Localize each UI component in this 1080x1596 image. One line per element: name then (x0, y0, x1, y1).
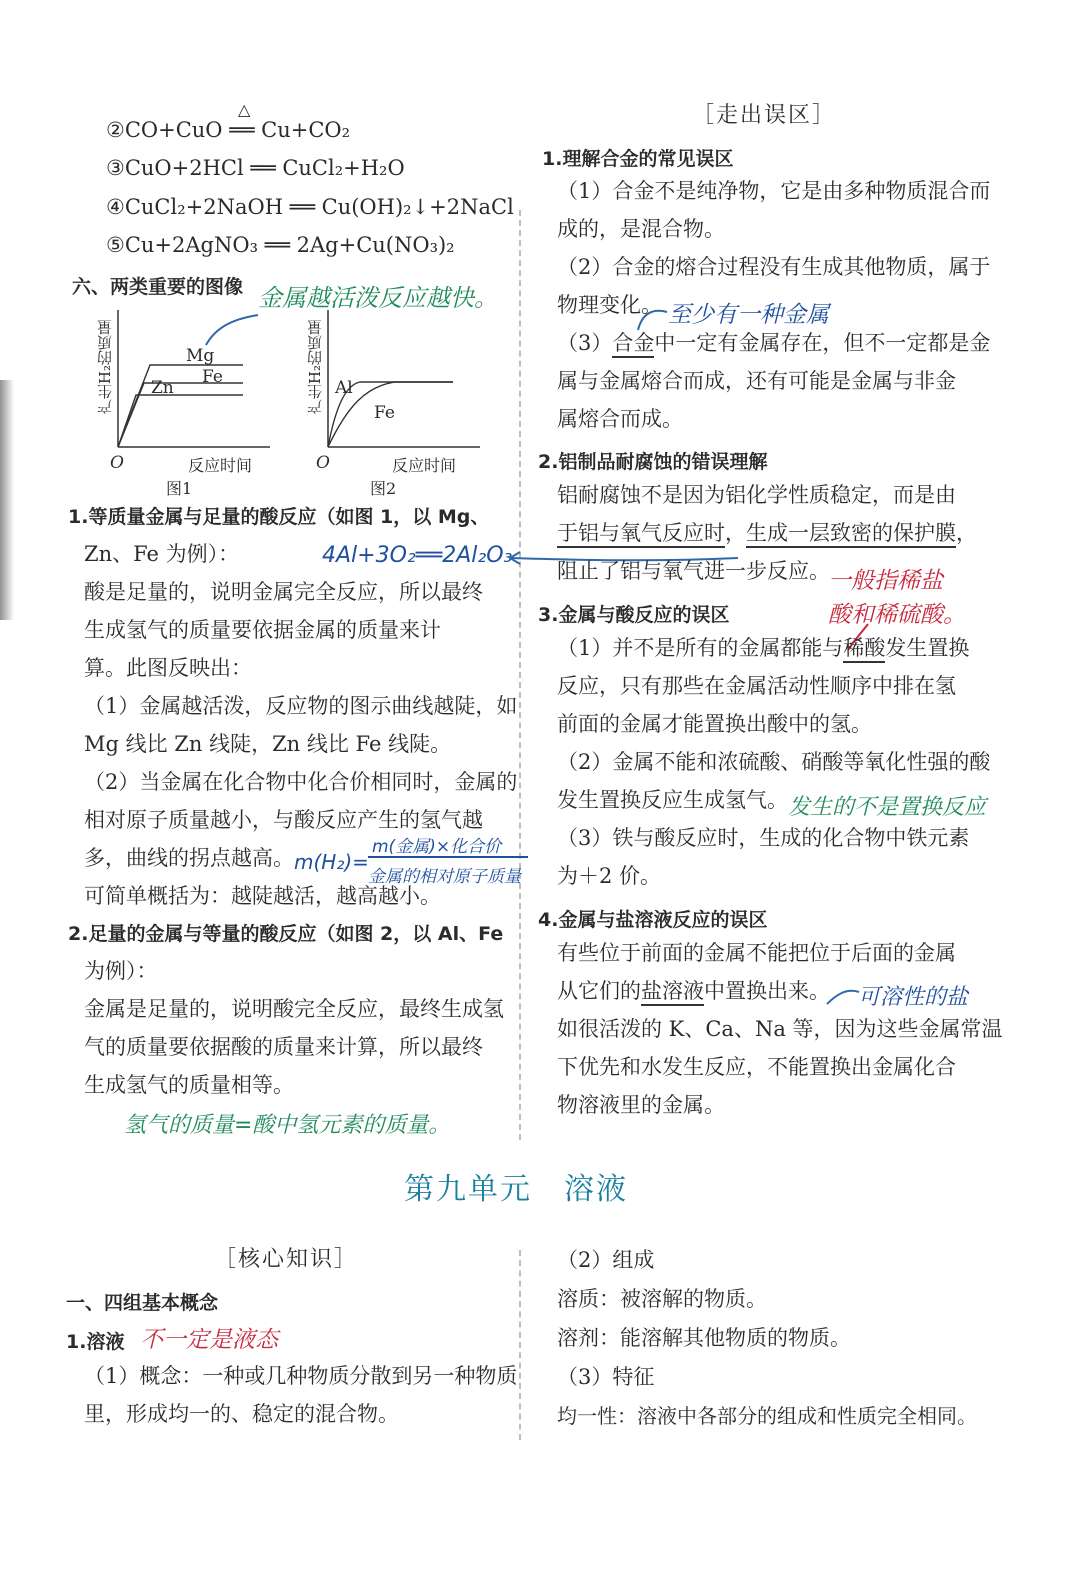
r-s4-line2-rest: 中置换出来。 (704, 979, 830, 1003)
r-s2-ul2: 生成一层致密的保护膜 (746, 521, 956, 548)
br-line-1: （2）组成 (557, 1248, 655, 1272)
note-formula-numerator: m(金属)×化合价 (372, 837, 502, 857)
r-s1-p3-alloy: 合金 (612, 331, 654, 358)
r-s3-p3-line2: 为＋2 价。 (557, 864, 662, 888)
r-s1-p3-rest: 中一定有金属存在，但不一定都是金 (654, 331, 991, 355)
item-1-p1-line1: 酸是足量的，说明金属完全反应，所以最终 (84, 580, 483, 604)
r-s2-line3: 阻止了铝与氧气进一步反应。 (557, 559, 830, 583)
r-s4-line2-prefix: 从它们的 (557, 979, 641, 1003)
note-formula-denominator: 金属的相对原子质量 (368, 867, 521, 887)
r-s4-line3: 如很活泼的 K、Ca、Na 等，因为这些金属常温 (557, 1017, 1003, 1041)
note-soluble-salt: 可溶性的盐 (858, 985, 969, 1010)
item-2-title: 2.足量的金属与等量的酸反应（如图 2，以 Al、Fe (68, 923, 504, 945)
fig1-ylabel: 产生H₂的质量 (96, 320, 114, 415)
r-s1-p1-line2: 成的，是混合物。 (557, 217, 725, 241)
fig1-label-zn: Zn (151, 378, 174, 398)
r-s3-p1-line1 (557, 638, 969, 659)
heat-symbol: △ (238, 100, 251, 119)
misconception-title: ［走出误区］ (692, 103, 837, 128)
note-h2-mass: 氢气的质量=酸中氢元素的质量。 (124, 1113, 451, 1138)
equation-3: ③CuO+2HCl ══ CuCl₂+H₂O (106, 156, 405, 180)
note-dilute-acid-2: 酸和稀硫酸。 (828, 602, 966, 628)
note-not-necessarily-liquid: 不一定是液态 (140, 1327, 278, 1353)
note-at-least-one-metal: 至少有一种金属 (668, 302, 829, 328)
fig1-caption: 图1 (166, 479, 193, 498)
equation-2: ②CO+CuO ══ Cu+CO₂ (106, 118, 351, 142)
r-s3-p1-line2: 反应，只有那些在金属活动性顺序中排在氢 (557, 674, 956, 698)
note-formula-bar (368, 856, 528, 858)
r-s3-p3-line1: （3）铁与酸反应时，生成的化合物中铁元素 (557, 826, 970, 850)
br-line-3: 溶剂：能溶解其他物质的物质。 (557, 1326, 851, 1350)
item-1-title-line2: Zn、Fe 为例）： (84, 542, 240, 566)
r-s1-p3-line2: 属与金属熔合而成，还有可能是金属与非金 (557, 369, 956, 393)
bl-p1-line2: 里，形成均一的、稳定的混合物。 (84, 1402, 399, 1426)
r-s4-line2 (557, 981, 830, 1002)
r-s4-line1: 有些位于前面的金属不能把位于后面的金属 (557, 941, 956, 965)
note-dilute-acid-1: 一般指稀盐 (828, 568, 943, 594)
r-s4-line5: 物溶液里的金属。 (557, 1093, 725, 1117)
note-formula-lhs: m(H₂)= (294, 850, 369, 874)
bl-p1-line1: （1）概念：一种或几种物质分散到另一种物质 (84, 1364, 518, 1388)
br-line-2: 溶质：被溶解的物质。 (557, 1287, 767, 1311)
fig2-ylabel: 产生H₂的质量 (306, 320, 324, 415)
item-1-p3-line3: 多，曲线的拐点越高。 (84, 846, 294, 870)
core-knowledge-title: ［核心知识］ (214, 1247, 359, 1272)
item-2-title-line2: 为例）： (84, 959, 158, 983)
r-s3-p2-line1: （2）金属不能和浓硫酸、硝酸等氧化性强的酸 (557, 750, 991, 774)
r-s1-p1-line1: （1）合金不是纯净物，它是由多种物质混合而 (557, 179, 991, 203)
br-line-5: 均一性：溶液中各部分的组成和性质完全相同。 (557, 1404, 977, 1428)
item-1-p3-line1: （2）当金属在化合物中化合价相同时，金属的 (84, 770, 518, 794)
r-s2-title: 2.铝制品耐腐蚀的错误理解 (538, 451, 768, 473)
fig1-label-fe: Fe (202, 367, 223, 387)
item-1-title: 1.等质量金属与足量的酸反应（如图 1，以 Mg、 (68, 506, 490, 528)
item-1-p4: 可简单概括为：越陡越活，越高越小。 (84, 884, 441, 908)
page-edge-shadow (0, 380, 14, 620)
equation-4: ④CuCl₂+2NaOH ══ Cu(OH)₂↓+2NaCl (106, 195, 514, 219)
item-1-p2-line2: Mg 线比 Zn 线陡，Zn 线比 Fe 线陡。 (84, 732, 452, 756)
r-s3-p2-line2: 发生置换反应生成氢气。 (557, 788, 788, 812)
note-not-replacement: 发生的不是置换反应 (788, 795, 987, 820)
r-s3-dilute-acid: 稀酸 (843, 636, 885, 663)
item-1-p1-line3: 算。此图反映出： (84, 656, 252, 680)
r-s2-ul1: 于铝与氧气反应时 (557, 521, 725, 548)
bl-heading-1: 一、四组基本概念 (66, 1292, 219, 1314)
fig1-origin: O (110, 453, 124, 473)
item-2-p1-line2: 气的质量要依据酸的质量来计算，所以最终 (84, 1035, 483, 1059)
r-s1-p2-line1: （2）合金的熔合过程没有生成其他物质，属于 (557, 255, 991, 279)
fig1-xlabel: 反应时间 (188, 456, 253, 475)
note-al-equation: 4Al+3O₂══2Al₂O₃ (322, 543, 513, 568)
unit-9-title: 第九单元 溶液 (404, 1172, 628, 1207)
r-s1-p2-line2: 物理变化。 (557, 293, 662, 317)
column-divider-top (519, 210, 521, 1140)
bl-heading-2: 1.溶液 (66, 1331, 125, 1353)
item-1-p3-line2: 相对原子质量越小，与酸反应产生的氢气越 (84, 808, 483, 832)
r-s1-p3-line1 (557, 333, 990, 354)
item-1-p2-line1: （1）金属越活泼，反应物的图示曲线越陡，如 (84, 694, 518, 718)
r-s4-line4: 下优先和水发生反应，不能置换出金属化合 (557, 1055, 956, 1079)
equation-5: ⑤Cu+2AgNO₃ ══ 2Ag+Cu(NO₃)₂ (106, 233, 455, 257)
fig2-xlabel: 反应时间 (392, 456, 457, 475)
arrow-soluble-note (815, 984, 863, 1012)
r-s4-salt-solution: 盐溶液 (641, 979, 704, 1006)
br-line-4: （3）特征 (557, 1365, 655, 1389)
note-active-faster: 金属越活泼反应越快。 (258, 284, 498, 312)
item-2-p1-line1: 金属是足量的，说明酸完全反应，最终生成氢 (84, 997, 504, 1021)
r-s1-title: 1.理解合金的常见误区 (542, 148, 734, 170)
fig2-label-fe: Fe (374, 403, 395, 423)
item-2-p1-line3: 生成氢气的质量相等。 (84, 1073, 294, 1097)
item-1-p1-line2: 生成氢气的质量要依据金属的质量来计 (84, 618, 441, 642)
fig2-caption: 图2 (370, 479, 397, 498)
r-s3-p1-line3: 前面的金属才能置换出酸中的氢。 (557, 712, 872, 736)
r-s2-line1: 铝耐腐蚀不是因为铝化学性质稳定，而是由 (557, 483, 956, 507)
r-s3-title: 3.金属与酸反应的误区 (538, 604, 730, 626)
r-s2-comma1: ， (725, 521, 746, 545)
r-s1-p3-prefix: （3） (557, 331, 613, 355)
r-s1-p3-line3: 属熔合而成。 (557, 407, 683, 431)
column-divider-bottom (519, 1250, 521, 1440)
section-6-title: 六、两类重要的图像 (72, 276, 244, 298)
item-2-title-line1 (68, 923, 503, 944)
fig2-origin: O (316, 453, 330, 473)
fig1-label-mg: Mg (186, 346, 215, 366)
r-s2-line2 (557, 523, 977, 544)
item-1-title-line1 (68, 506, 489, 527)
r-s3-p1-prefix: （1）并不是所有的金属都能与 (557, 636, 844, 660)
r-s2-comma2: ， (956, 521, 977, 545)
fig2-label-al: Al (335, 378, 353, 398)
r-s3-p1-rest: 发生置换 (885, 636, 970, 660)
r-s4-title: 4.金属与盐溶液反应的误区 (538, 909, 768, 931)
